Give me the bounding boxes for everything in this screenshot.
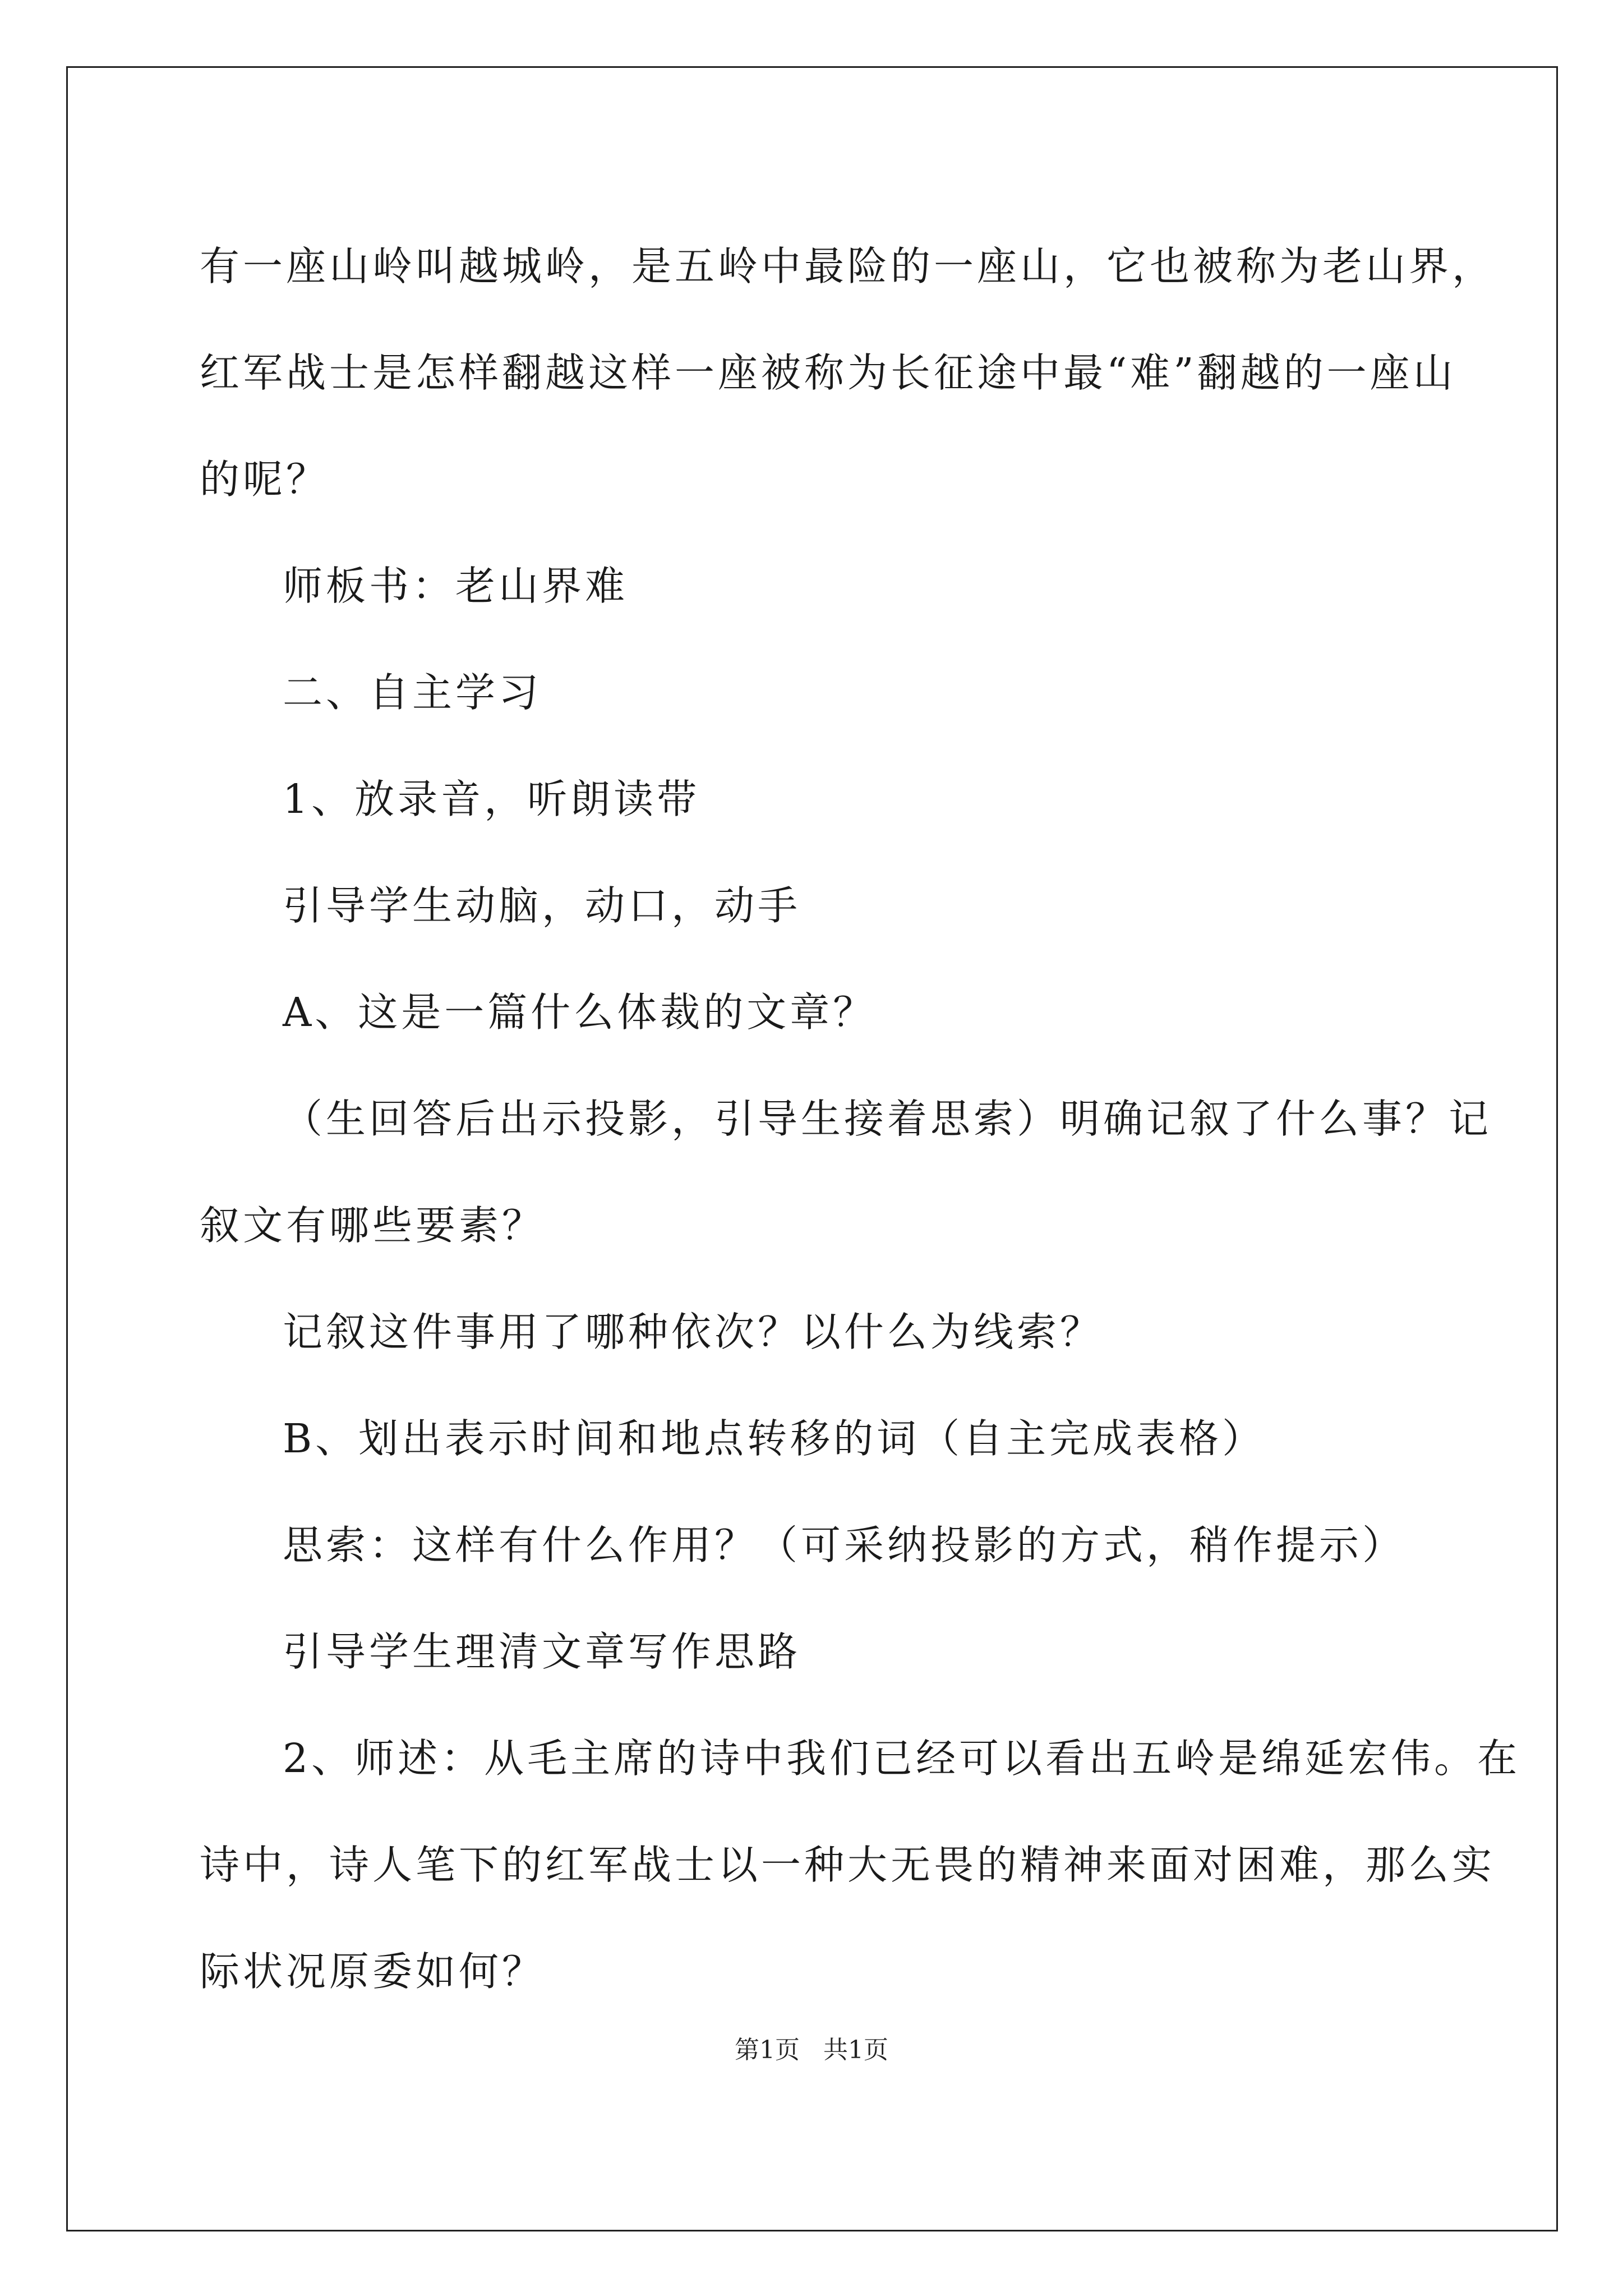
text-line: 有一座山岭叫越城岭，是五岭中最险的一座山，它也被称为老山界，: [200, 243, 1496, 289]
page-total: 共1页: [823, 2036, 888, 2064]
section-heading: 二、自主学习: [283, 669, 542, 716]
text-line: 1、放录音，听朗读带: [283, 776, 700, 822]
text-line: 2、师述：从毛主席的诗中我们已经可以看出五岭是绵延宏伟。在: [283, 1735, 1521, 1782]
text-line: 记叙这件事用了哪种依次？以什么为线索？: [283, 1309, 1104, 1355]
text-line: 师板书：老山界难: [283, 563, 629, 609]
page-number: 第1页: [735, 2036, 800, 2064]
text-line: A、这是一篇什么体裁的文章？: [283, 989, 877, 1036]
text-line: （生回答后出示投影，引导生接着思索）明确记叙了什么事？记: [283, 1096, 1492, 1142]
text-line: 思索：这样有什么作用？（可采纳投影的方式，稍作提示）: [283, 1522, 1406, 1568]
text-line: 的呢？: [200, 456, 330, 503]
document-body: [200, 213, 1521, 2025]
text-line: B、划出表示时间和地点转移的词（自主完成表格）: [283, 1415, 1266, 1462]
text-line: 红军战士是怎样翻越这样一座被称为长征途中最“难”翻越的一座山: [200, 349, 1456, 396]
text-line: 引导学生动脑，动口，动手: [283, 882, 801, 929]
text-line: 引导学生理清文章写作思路: [283, 1628, 801, 1675]
text-line: 诗中，诗人笔下的红军战士以一种大无畏的精神来面对困难，那么实: [200, 1842, 1496, 1888]
text-line: 叙文有哪些要素？: [200, 1202, 546, 1249]
page-footer: [0, 2033, 1623, 2067]
text-line: 际状况原委如何？: [200, 1948, 546, 1995]
